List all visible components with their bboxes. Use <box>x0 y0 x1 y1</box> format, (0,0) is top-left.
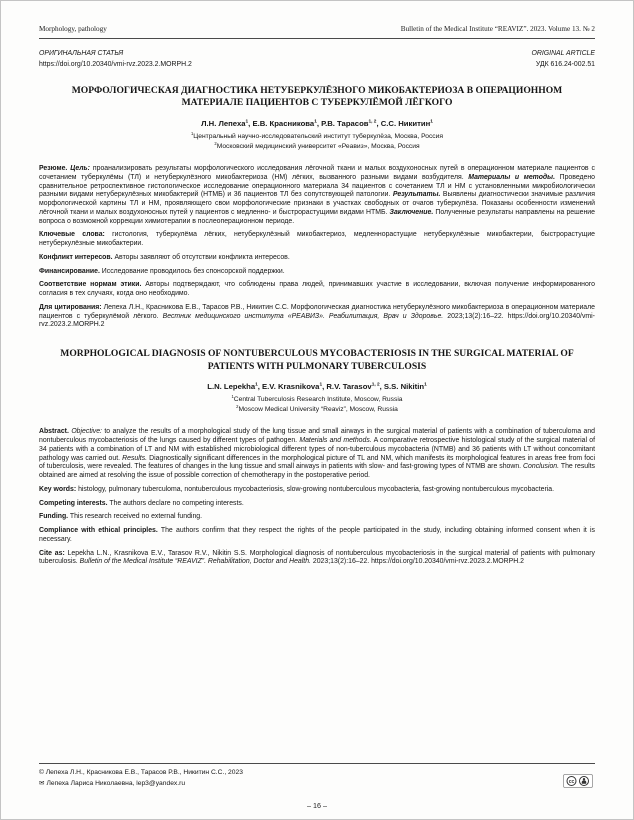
ru-abstract: Резюме. Цель: проанализировать результаты морфологического исследования лёгочной ткани и малых воздухоносных путей в операционном материале пациентов с сочетанием туберкулёмы (ТЛ) и нетуберкулёзного микобактериоза (НМ) лёгких, вызванного разными видами возбудителя. Материалы и методы. Проведено сравнительное ретроспективное гистологическое исследование операционного материала 34 пациентов с сочетанием ТЛ и НМ с установленными микробиологически разными видами нетуберкулёзных микобактерий (НТМБ) и 36 пациентов ТЛ без сопутствующей патологии. Результаты. Выявлены диагностически значимые различия морфологической картины ТЛ и НМ, проявляющего свои морфологические признаки в участках свободных от очагов туберкулёза. Показаны особенности изменений лёгочной ткани и малых воздухоносных путей у пациентов с медленно- и быстрорастущими видами НТМБ. Заключение. Полученные результаты направлены на решение вопроса о возможной коррекции химиотерапии в послеоперационном периоде. <box>39 164 596 225</box>
page-number: – 16 – <box>307 801 327 810</box>
ru-article-title: МОРФОЛОГИЧЕСКАЯ ДИАГНОСТИКА НЕТУБЕРКУЛЁЗНОГО МИКОБАКТЕРИОЗА В ОПЕРАЦИОННОМ МАТЕРИАЛЕ ПАЦИЕНТОВ С ТУБЕРКУЛЁМОЙ ЛЁГКОГО <box>71 84 563 109</box>
article-type-en-label: ORIGINAL ARTICLE <box>531 50 595 57</box>
ru-keywords: Ключевые слова: гистология, туберкулёма лёгких, нетуберкулёзный микобактериоз, медленнорастущие нетуберкулёзные микобактерии, быстрорастущие нетуберкулёзные микобактерии. <box>39 231 595 248</box>
running-head-right: Bulletin of the Medical Institute “REAVIZ”. 2023. Volume 13. № 2 <box>400 25 595 33</box>
en-authors-line: L.N. Lepekha$^1$, E.V. Krasnikova$^1$, R.V. Tarasov$^{1, 2}$, S.S. Nikitin$^1$ <box>207 382 427 392</box>
ru-citation: Для цитирования: Лепеха Л.Н., Красникова Е.В., Тарасов Р.В., Никитин С.С. Морфологическая диагностика нетуберкулёзного микобактериоза в операционном материале пациентов с туберкулёмой лёгкого. Вестник медицинского института «РЕАВИЗ». Реабилитация, Врач и Здоровье. 2023;13(2):16–22. https://doi.org/10.20340/vmi-rvz.2023.2.MORPH.2 <box>39 303 595 329</box>
en-ethics-compliance: Compliance with ethical principles. The authors confirm that they respect the rights of the people participated in the study, including obtaining informed consent when it is necessary. <box>39 527 595 543</box>
footer-divider <box>39 763 595 764</box>
svg-text:cc: cc <box>568 778 575 785</box>
ru-funding: Финансирование. Исследование проводилось без спонсорской поддержки. <box>39 267 285 275</box>
en-affiliation-2: $^2$Moscow Medical University “Reaviz”, Moscow, Russia <box>236 403 398 414</box>
article-type-ru-label: ОРИГИНАЛЬНАЯ СТАТЬЯ <box>39 50 124 57</box>
en-funding: Funding. This research received no external funding. <box>39 513 203 521</box>
running-head-left: Morphology, pathology <box>39 25 107 33</box>
en-abstract: Abstract. Objective: to analyze the results of a morphological study of the lung tissue and small airways in the surgical material of patients with a combination of tuberculoma and nontuberculous mycobacteriosis of the lungs caused by different types of pathogen. Materials and methods. A comparative retrospective histological study of the surgical material of 34 patients with a combination of LT and NM with established microbiological different types of non-tuberculous mycobacteria (NTMB) and 36 patients with LT without concomitant pathology was carried out. Results. Diagnostically significant differences in the morphological picture of TL and NM, which manifests its morphological features in areas free from foci of tuberculosis, were revealed. The features of changes in the lung tissue and small airways in patients with slow- and fast-growing types of NTMB are shown. Conclusion. The results obtained are aimed at resolving the issue of possible correction of chemotherapy in the postoperative period. <box>39 428 596 480</box>
running-head <box>39 25 595 33</box>
doi-link[interactable]: https://doi.org/10.20340/vmi-rvz.2023.2.MORPH.2 <box>39 60 192 68</box>
article-meta <box>39 50 595 70</box>
en-citation: Cite as: Lepekha L.N., Krasnikova E.V., Tarasov R.V., Nikitin S.S. Morphological diagnosis of nontuberculous mycobacteriosis in the surgical material of patients with pulmonary tuberculosis. Bulletin of the Medical Institute “REAVIZ”. Rehabilitation, Doctor and Health. 2023;13(2):16–22. https://doi.org/10.20340/vmi-rvz.2023.2.MORPH.2 <box>39 549 595 566</box>
cc-by-badge[interactable] <box>563 774 593 788</box>
ru-conflict-of-interest: Конфликт интересов. Авторы заявляют об отсутствии конфликта интересов. <box>39 253 290 261</box>
corresponding-author-contact[interactable]: Лепеха Лариса Николаевна, lep3@yandex.ru <box>46 779 186 787</box>
header-divider <box>39 38 595 39</box>
ru-affiliation-2: $^2$Московский медицинский университет «Реавиз», Москва, Россия <box>214 140 420 150</box>
en-competing-interests: Competing interests. The authors declare no competing interests. <box>39 499 244 507</box>
udc-label: УДК 616.24-002.51 <box>535 60 595 68</box>
ru-affiliation-1: $^1$Центральный научно-исследовательский институт туберкулёза, Москва, Россия <box>190 130 444 140</box>
ru-ethics-compliance: Соответствие нормам этики. Авторы подтверждают, что соблюдены права людей, принимавших участие в исследовании, включая получение информированного согласия в тех случаях, когда оно необходимо. <box>39 281 595 298</box>
envelope-icon: ✉ <box>39 779 45 787</box>
en-keywords: Key words: histology, pulmonary tuberculoma, nontuberculous mycobacteriosis, slow-growing nontuberculous mycobacteria, fast-growing nontuberculous mycobacteria. <box>39 485 555 493</box>
en-article-title: MORPHOLOGICAL DIAGNOSIS OF NONTUBERCULOUS MYCOBACTERIOSIS IN THE SURGICAL MATERIAL OF PATIENTS WITH PULMONARY TUBERCULOSIS <box>60 348 574 372</box>
en-affiliation-1: $^1$Central Tuberculosis Research Institute, Moscow, Russia <box>231 393 403 404</box>
copyright-line: © Лепеха Л.Н., Красникова Е.В., Тарасов Р.В., Никитин С.С., 2023 <box>39 768 243 776</box>
contact-line <box>39 778 543 789</box>
ru-authors-line: Л.Н. Лепеха$^1$, Е.В. Красникова$^1$, Р.В. Тарасов$^{1, 2}$, С.С. Никитин$^1$ <box>201 118 433 128</box>
footer <box>39 767 543 789</box>
